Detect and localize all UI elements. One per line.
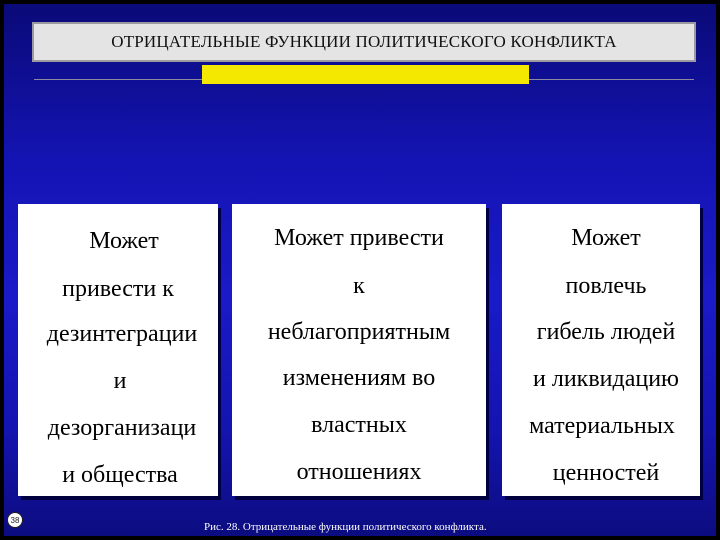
- divider-left: [34, 79, 204, 80]
- figure-caption: Рис. 28. Отрицательные функции политического конфликта.: [204, 521, 487, 533]
- card-3-line-5: материальных: [529, 413, 675, 439]
- card-3-line-3: гибель людей: [536, 319, 676, 345]
- title-box: [32, 22, 696, 62]
- slide-title: ОТРИЦАТЕЛЬНЫЕ ФУНКЦИИ ПОЛИТИЧЕСКОГО КОНФЛИКТА: [111, 32, 617, 51]
- card-2-line-2: к: [353, 273, 365, 299]
- card-2-line-5: властных: [311, 412, 407, 438]
- slide-number-badge: [7, 512, 23, 528]
- card-1-line-3: дезинтеграции: [46, 321, 198, 347]
- card-3-line-2: повлечь: [565, 273, 647, 299]
- slide: [4, 4, 716, 536]
- card-1-line-6: и общества: [62, 462, 178, 488]
- card-1-line-5: дезорганизаци: [47, 415, 197, 441]
- card-2: [232, 204, 486, 496]
- card-3: [502, 204, 700, 496]
- card-2-line-6: отношениях: [296, 459, 422, 485]
- card-3-line-4: и ликвидацию: [533, 366, 679, 392]
- slide-number: 38: [10, 515, 20, 525]
- highlight-bar: [202, 65, 529, 84]
- card-1: [18, 204, 218, 496]
- card-1-line-4: и: [113, 368, 127, 394]
- card-2-line-1: Может привести: [274, 225, 444, 251]
- divider-right: [529, 79, 694, 80]
- card-2-line-3: неблагоприятным: [267, 319, 451, 345]
- card-2-line-4: изменениям во: [282, 365, 436, 391]
- card-1-line-1: Может: [89, 228, 159, 254]
- card-3-line-1: Может: [571, 225, 641, 251]
- card-1-line-2: привести к: [62, 276, 174, 302]
- card-3-line-6: ценностей: [552, 460, 660, 486]
